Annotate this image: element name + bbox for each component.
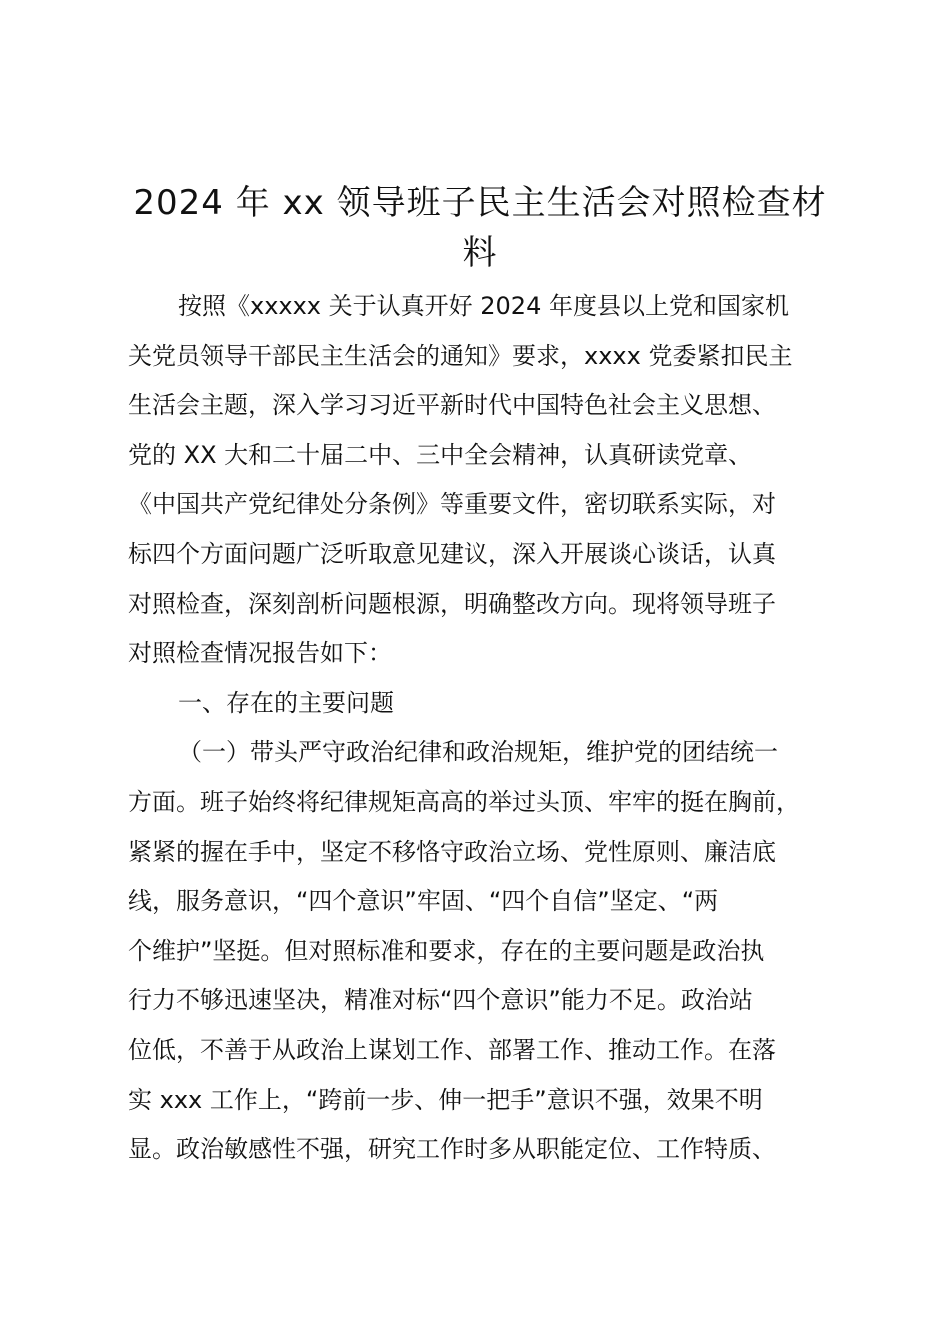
paragraph-line: 关党员领导干部民主生活会的通知》要求，xxxx 党委紧扣民主	[128, 341, 793, 370]
paragraph-line: （一）带头严守政治纪律和政治规矩，维护党的团结统一	[178, 738, 778, 767]
paragraph-line: 《中国共产党纪律处分条例》等重要文件，密切联系实际，对	[128, 490, 776, 519]
paragraph-line: 按照《xxxxx 关于认真开好 2024 年度县以上党和国家机	[178, 292, 789, 320]
section-heading: 一、存在的主要问题	[178, 688, 394, 717]
paragraph-line: 紧紧的握在手中，坚定不移恪守政治立场、党性原则、廉洁底	[128, 837, 776, 866]
paragraph-line: 实 xxx 工作上，“跨前一步、伸一把手”意识不强，效果不明	[128, 1085, 763, 1114]
paragraph-line: 生活会主题，深入学习习近平新时代中国特色社会主义思想、	[128, 391, 776, 420]
document-body	[128, 282, 834, 1175]
paragraph-line: 对照检查，深刻剖析问题根源，明确整改方向。现将领导班子	[128, 589, 776, 618]
paragraph-line: 标四个方面问题广泛听取意见建议，深入开展谈心谈话，认真	[128, 539, 776, 568]
title-line: 料	[462, 233, 498, 273]
document-title	[126, 178, 834, 278]
paragraph-line: 行力不够迅速坚决，精准对标“四个意识”能力不足。政治站	[128, 986, 753, 1015]
paragraph-line: 个维护”坚挺。但对照标准和要求，存在的主要问题是政治执	[128, 936, 765, 965]
title-line: 2024 年 xx 领导班子民主生活会对照检查材	[133, 183, 827, 223]
paragraph-line: 党的 XX 大和二十届二中、三中全会精神，认真研读党章、	[128, 440, 753, 469]
paragraph-line: 方面。班子始终将纪律规矩高高的举过头顶、牢牢的挺在胸前，	[128, 787, 800, 816]
paragraph-line: 线，服务意识，“四个意识”牢固、“四个自信”坚定、“两	[128, 887, 719, 916]
paragraph-line: 显。政治敏感性不强，研究工作时多从职能定位、工作特质、	[128, 1135, 776, 1164]
paragraph-line: 位低，不善于从政治上谋划工作、部署工作、推动工作。在落	[128, 1035, 776, 1064]
paragraph-line: 对照检查情况报告如下：	[128, 639, 392, 668]
